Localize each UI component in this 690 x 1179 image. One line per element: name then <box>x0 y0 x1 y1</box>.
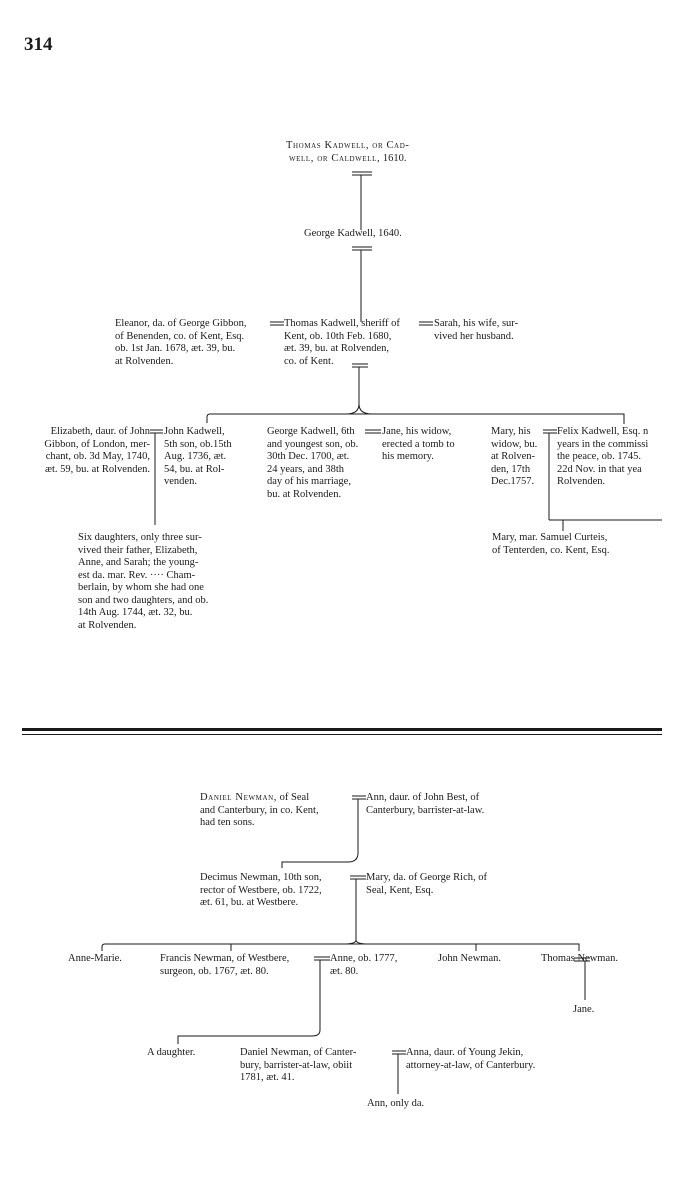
anne-1777: Anne, ob. 1777, æt. 80. <box>330 953 398 977</box>
anne-marie: Anne-Marie. <box>68 953 122 964</box>
mary-rich: Mary, da. of George Rich, of Seal, Kent, Esq. <box>366 872 488 896</box>
section-divider-thick <box>22 728 662 731</box>
daniel-newman-rest: of Seal and Canterbury, in co. Kent, had ten sons. <box>200 792 319 828</box>
john-newman: John Newman. <box>438 953 501 964</box>
thomas-newman: Thomas Newman. <box>541 953 618 964</box>
thomas-kadwell-1610-name: Thomas Kadwell, or Cad- well, or Caldwell, <box>286 140 410 164</box>
eleanor-gibbon: Eleanor, da. of George Gibbon, of Benenden, co. of Kent, Esq. ob. 1st Jan. 1678, æt. 39, bu. at Rolvenden. <box>115 318 247 367</box>
elizabeth-gibbon: Elizabeth, daur. of John Gibbon, of London, mer- chant, ob. 3d May, 1740, æt. 59, bu. at Rolvenden. <box>44 426 150 475</box>
thomas-kadwell-1610 <box>286 140 409 165</box>
daniel-newman <box>200 792 319 830</box>
ann-best: Ann, daur. of John Best, of Canterbury, barrister-at-law. <box>366 792 485 816</box>
anna-jekin: Anna, daur. of Young Jekin, attorney-at-law, of Canterbury. <box>406 1047 536 1071</box>
daniel-newman-younger: Daniel Newman, of Canter- bury, barrister-at-law, obiit 1781, æt. 41. <box>240 1047 357 1083</box>
thomas-kadwell-sheriff: Thomas Kadwell, sheriff of Kent, ob. 10th Feb. 1680, æt. 39, bu. at Rolvenden, co. of Kent. <box>284 318 400 367</box>
jane-widow: Jane, his widow, erected a tomb to his memory. <box>382 426 455 462</box>
mary-curteis: Mary, mar. Samuel Curteis, of Tenterden, co. Kent, Esq. <box>492 532 610 556</box>
page-number: 314 <box>24 34 53 55</box>
daniel-newman-name: Daniel Newman, <box>200 792 278 803</box>
felix-kadwell: Felix Kadwell, Esq. n years in the commissi the peace, ob. 1745. 22d Nov. in that yea Rolvenden. <box>557 426 649 487</box>
george-kadwell-1640: George Kadwell, 1640. <box>304 228 402 239</box>
ann-only-daughter: Ann, only da. <box>367 1098 425 1109</box>
sarah-wife: Sarah, his wife, sur- vived her husband. <box>434 318 519 342</box>
john-kadwell: John Kadwell, 5th son, ob.15th Aug. 1736, æt. 54, bu. at Rol- venden. <box>164 426 232 487</box>
six-daughters: Six daughters, only three sur- vived their father, Elizabeth, Anne, and Sarah; the young- est da. mar. Rev. ···· Cham- berlain, by whom she had one son and two daughters, and ob. 14th Aug. 1744, æt. 32, bu. at Rolvenden. <box>78 532 209 631</box>
jane-newman: Jane. <box>573 1004 595 1015</box>
thomas-kadwell-1610-year: 1610. <box>380 152 407 164</box>
section-divider-thin <box>22 734 662 735</box>
george-kadwell-6th: George Kadwell, 6th and youngest son, ob. 30th Dec. 1700, æt. 24 years, and 38th day of his marriage, bu. at Rolvenden. <box>267 426 359 500</box>
mary-widow: Mary, his widow, bu. at Rolven- den, 17th Dec.1757. <box>491 426 538 487</box>
decimus-newman: Decimus Newman, 10th son, rector of Westbere, ob. 1722, æt. 61, bu. at Westbere. <box>200 872 322 908</box>
a-daughter: A daughter. <box>147 1047 196 1058</box>
francis-newman: Francis Newman, of Westbere, surgeon, ob. 1767, æt. 80. <box>160 953 290 977</box>
